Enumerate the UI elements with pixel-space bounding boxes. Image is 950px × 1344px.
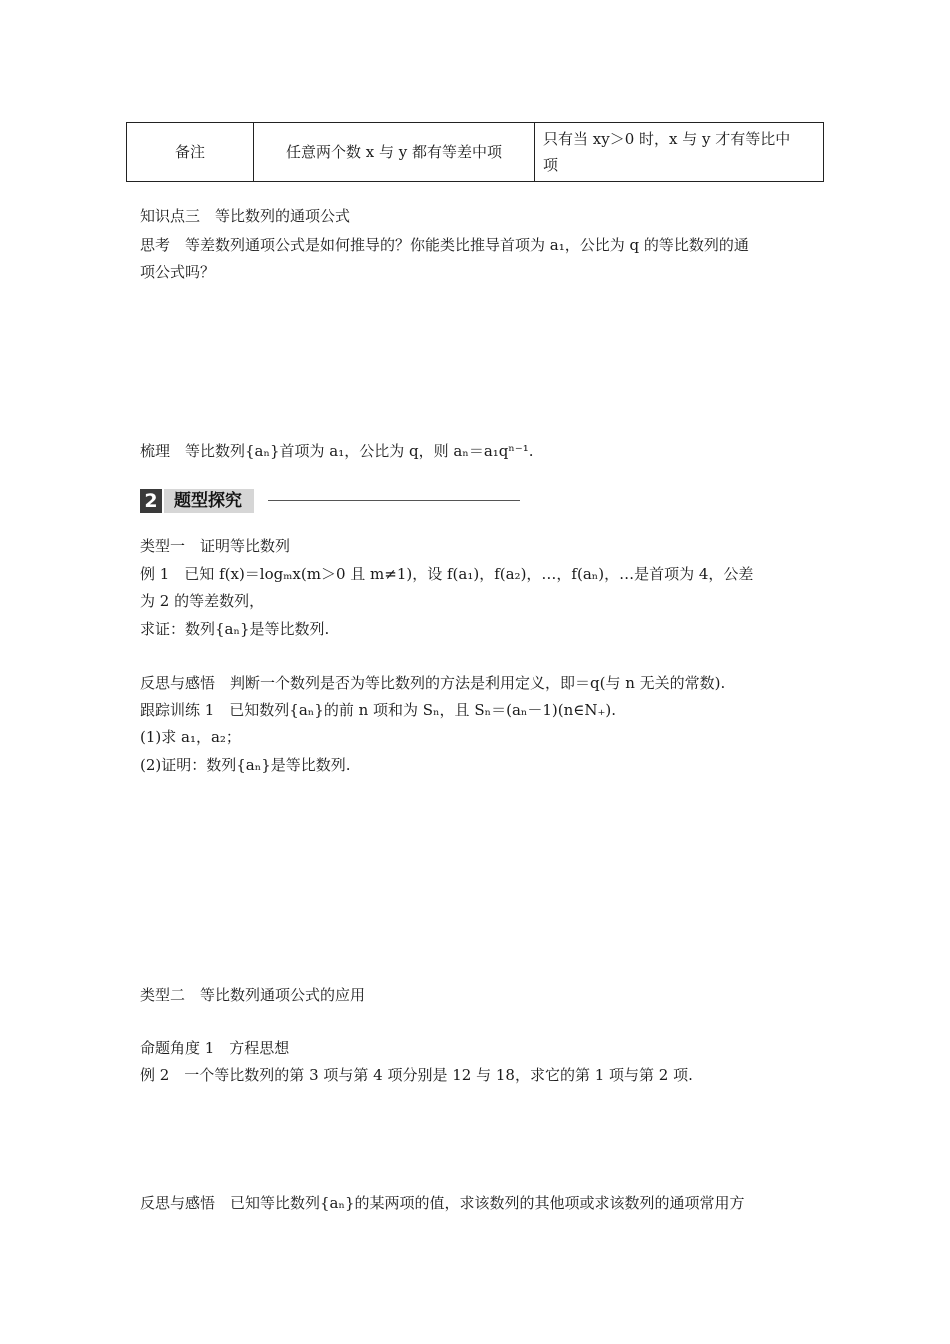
- type-2-heading: 类型二 等比数列通项公式的应用: [140, 986, 366, 1004]
- geometric-line-1: 只有当 xy＞0 时，x 与 y 才有等比中: [543, 130, 791, 148]
- table-cell-arithmetic: 任意两个数 x 与 y 都有等差中项: [254, 123, 535, 182]
- type-1-heading: 类型一 证明等比数列: [140, 537, 291, 555]
- summary-formula: 梳理 等比数列{aₙ}首项为 a₁，公比为 q，则 aₙ＝a₁qⁿ⁻¹.: [140, 442, 534, 460]
- think-question-line-1: 思考 等差数列通项公式是如何推导的？你能类比推导首项为 a₁，公比为 q 的等比数列的通: [140, 236, 749, 254]
- section-rule: [268, 500, 520, 501]
- section-banner: [140, 489, 520, 513]
- training-1-line-3: (2)证明：数列{aₙ}是等比数列.: [140, 756, 351, 774]
- table-cell-label: 备注: [127, 123, 254, 182]
- think-question-line-2: 项公式吗？: [140, 263, 216, 281]
- reflection-2: 反思与感悟 已知等比数列{aₙ}的某两项的值，求该数列的其他项或求该数列的通项常用方: [140, 1194, 745, 1212]
- table-cell-geometric: [535, 123, 824, 182]
- reflection-1: 反思与感悟 判断一个数列是否为等比数列的方法是利用定义，即＝q(与 n 无关的常数).: [140, 674, 726, 692]
- comparison-table-fragment: [126, 122, 824, 182]
- section-number: 2: [140, 489, 162, 513]
- proposition-angle-1: 命题角度 1 方程思想: [140, 1039, 290, 1057]
- example-1-line-2: 为 2 的等差数列，: [140, 592, 265, 610]
- example-1-line-3: 求证：数列{aₙ}是等比数列.: [140, 620, 330, 638]
- geometric-line-2: 项: [543, 156, 559, 174]
- training-1-line-2: (1)求 a₁，a₂；: [140, 728, 241, 746]
- example-1-line-1: 例 1 已知 f(x)＝logₘx(m＞0 且 m≠1)，设 f(a₁)，f(a₂)，…，f(aₙ)，…是首项为 4，公差: [140, 565, 754, 583]
- section-title: 题型探究: [164, 489, 254, 513]
- table-row: [127, 123, 824, 182]
- example-2: 例 2 一个等比数列的第 3 项与第 4 项分别是 12 与 18，求它的第 1 项与第 2 项.: [140, 1066, 693, 1084]
- training-1-line-1: 跟踪训练 1 已知数列{aₙ}的前 n 项和为 Sₙ，且 Sₙ＝(aₙ－1)(n∈N₊).: [140, 701, 617, 719]
- knowledge-point-3-heading: 知识点三 等比数列的通项公式: [140, 207, 351, 225]
